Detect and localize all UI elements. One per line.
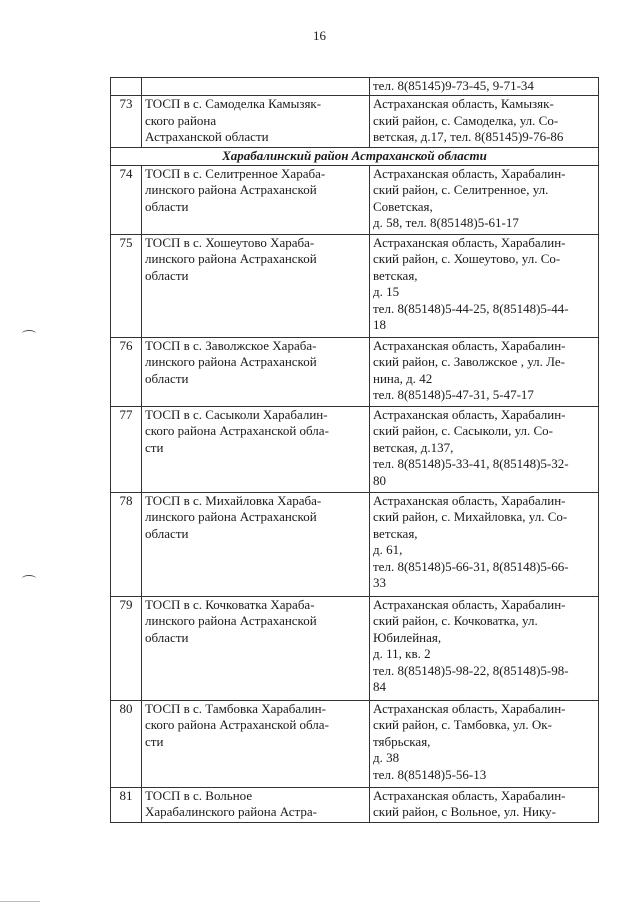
office-name: ТОСП в с. Селитренное Хараба- линского района Астраханской области [142,165,370,234]
office-address: Астраханская область, Харабалин- ский район, с. Хошеутово, ул. Со- ветская, д. 15 тел. 8(85148)5-44-25, 8(85148)5-44- 18 [370,234,599,337]
table-row [111,234,599,337]
row-number: 74 [111,165,142,234]
office-address: Астраханская область, Харабалин- ский район, с. Михайловка, ул. Со- ветская, д. 61, тел. 8(85148)5-66-31, 8(85148)5-66- 33 [370,492,599,596]
table-row [111,492,599,596]
office-name: ТОСП в с. Вольное Харабалинского района Астра- [142,787,370,822]
office-name: ТОСП в с. Хошеутово Хараба- линского района Астраханской области [142,234,370,337]
row-number [111,78,142,96]
row-number: 76 [111,337,142,406]
row-number: 77 [111,406,142,492]
table-row [111,406,599,492]
office-address: Астраханская область, Харабалин- ский район, с. Заволжское , ул. Ле- нина, д. 42 тел. 8(85148)5-47-31, 5-47-17 [370,337,599,406]
row-number: 81 [111,787,142,822]
scan-margin-mark-bottom [22,575,36,582]
office-address: тел. 8(85145)9-73-45, 9-71-34 [370,78,599,96]
office-name: ТОСП в с. Тамбовка Харабалин- ского района Астраханской обла- сти [142,700,370,787]
table-row [111,337,599,406]
office-name: ТОСП в с. Михайловка Хараба- линского района Астраханской области [142,492,370,596]
table-row [111,165,599,234]
row-number: 80 [111,700,142,787]
table-row [111,96,599,148]
office-address: Астраханская область, Харабалин- ский район, с Вольное, ул. Нику- [370,787,599,822]
row-number: 78 [111,492,142,596]
office-address: Астраханская область, Харабалин- ский район, с. Тамбовка, ул. Ок- тябрьская, д. 38 тел. 8(85148)5-56-13 [370,700,599,787]
table-row [111,78,599,96]
office-address: Астраханская область, Харабалин- ский район, с. Селитренное, ул. Советская, д. 58, тел. 8(85148)5-61-17 [370,165,599,234]
scan-edge-mark [0,901,40,905]
row-number: 79 [111,596,142,700]
district-header-row [111,148,599,166]
scan-margin-mark-top [22,330,36,337]
office-name: ТОСП в с. Кочковатка Хараба- линского района Астраханской области [142,596,370,700]
row-number: 75 [111,234,142,337]
row-number: 73 [111,96,142,148]
office-name: ТОСП в с. Самоделка Камызяк- ского района Астраханской области [142,96,370,148]
office-address: Астраханская область, Харабалин- ский район, с. Сасыколи, ул. Со- ветская, д.137, тел. 8(85148)5-33-41, 8(85148)5-32- 80 [370,406,599,492]
office-address-table [110,77,599,823]
page-number: 16 [313,28,326,43]
office-address: Астраханская область, Харабалин- ский район, с. Кочковатка, ул. Юбилейная, д. 11, кв. 2 тел. 8(85148)5-98-22, 8(85148)5-98- 84 [370,596,599,700]
table-row [111,596,599,700]
office-name: ТОСП в с. Заволжское Хараба- линского района Астраханской области [142,337,370,406]
office-name: ТОСП в с. Сасыколи Харабалин- ского района Астраханской обла- сти [142,406,370,492]
table-row [111,787,599,822]
office-address: Астраханская область, Камызяк- ский район, с. Самоделка, ул. Со- ветская, д.17, тел. 8(85145)9-76-86 [370,96,599,148]
district-name: Харабалинский район Астраханской области [111,148,599,166]
office-name [142,78,370,96]
table-row [111,700,599,787]
